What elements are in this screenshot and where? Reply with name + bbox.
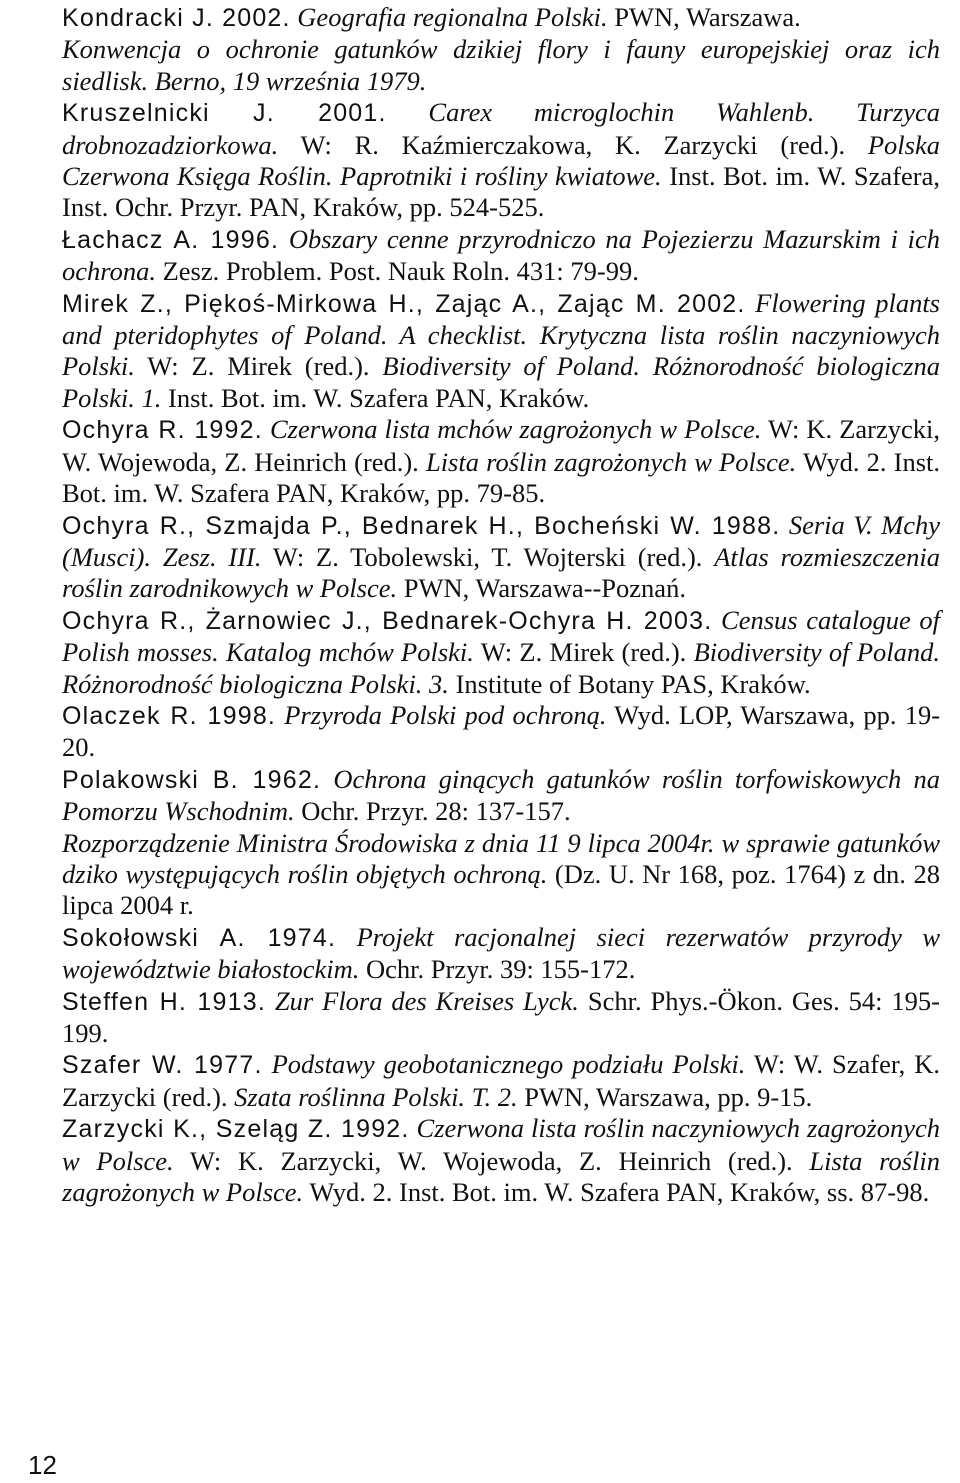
reference-author: Ochyra R., Żarnowiec J., Bednarek-Ochyra H. 2003.	[62, 606, 713, 635]
reference-author: Kruszelnicki J. 2001.	[62, 99, 387, 128]
reference-title: Atlas rozmieszczenia roślin zarodnikowych w Polsce.	[62, 541, 941, 604]
reference-entry	[62, 605, 940, 700]
reference-title: Zur Flora des Kreises Lyck.	[274, 985, 579, 1016]
reference-author: Sokołowski A. 1974.	[62, 923, 337, 952]
reference-rest: W: Z. Mirek (red.).	[147, 351, 370, 382]
reference-rest: W: K. Zarzycki, W. Wojewoda, Z. Heinrich (red.).	[189, 1145, 793, 1176]
reference-author: Steffen H. 1913.	[62, 987, 266, 1016]
reference-rest: Inst. Bot. im. W. Szafera, Inst. Ochr. Przyr. PAN, Kraków, pp. 524-525.	[62, 161, 940, 223]
reference-rest: Wyd. 2. Inst. Bot. im. W. Szafera PAN, Kraków, pp. 79-85.	[62, 446, 941, 509]
reference-rest: PWN, Warszawa--Poznań.	[403, 573, 686, 604]
reference-rest: Schr. Phys.-Ökon. Ges. 54: 195-199.	[62, 985, 941, 1048]
reference-author: Olaczek R. 1998.	[62, 701, 277, 730]
reference-title: Census catalogue of Polish mosses. Katalog mchów Polski.	[62, 604, 940, 668]
reference-rest: Ochr. Przyr. 28: 137-157.	[301, 796, 571, 827]
reference-title: Konwencja o ochronie gatunków dzikiej flory i fauny europejskiej oraz ich siedlisk. Berno, 19 września 1979.	[62, 34, 940, 96]
page-number: 12	[28, 1450, 57, 1480]
reference-title: Ochrona ginących gatunków roślin torfowiskowych na Pomorzu Wschodnim.	[62, 763, 940, 827]
reference-rest: PWN, Warszawa.	[614, 2, 801, 32]
reference-entry	[62, 510, 940, 605]
reference-title: Seria V. Mchy (Musci). Zesz. III.	[62, 509, 940, 572]
reference-title: Szata roślinna Polski. T. 2.	[234, 1081, 518, 1112]
reference-rest: W: Z. Mirek (red.).	[480, 637, 687, 668]
reference-rest: Zesz. Problem. Post. Nauk Roln. 431: 79-99.	[162, 256, 639, 287]
reference-title: Rozporządzenie Ministra Środowiska z dnia 11 9 lipca 2004r. w sprawie gatunków dziko występujących roślin objętych ochroną.	[62, 827, 940, 889]
reference-rest: W: R. Kaźmierczakowa, K. Zarzycki (red.).	[300, 129, 846, 160]
reference-title: Geografia regionalna Polski.	[297, 2, 608, 32]
reference-author: Ochyra R., Szmajda P., Bednarek H., Bocheński W. 1988.	[62, 511, 781, 540]
reference-title: Lista roślin zagrożonych w Polsce.	[425, 446, 797, 477]
reference-entry	[62, 922, 940, 986]
reference-entry	[62, 97, 940, 224]
reference-entry	[62, 224, 940, 288]
reference-entry	[62, 986, 940, 1050]
reference-entry	[62, 34, 940, 97]
reference-title: Projekt racjonalnej sieci rezerwatów przyrody w województwie białostockim.	[62, 921, 940, 985]
reference-rest: (Dz. U. Nr 168, poz. 1764) z dn. 28 lipca 2004 r.	[62, 858, 940, 921]
reference-entry	[62, 2, 940, 34]
reference-entry	[62, 1049, 940, 1113]
reference-entry	[62, 1113, 940, 1208]
reference-title: Flowering plants and pteridophytes of Poland. A checklist. Krytyczna lista roślin naczyniowych Polski.	[62, 287, 940, 382]
reference-author: Mirek Z., Piękoś-Mirkowa H., Zając A., Zając M. 2002.	[62, 289, 746, 318]
reference-title: Polska Czerwona Księga Roślin. Paprotniki i rośliny kwiatowe.	[62, 129, 940, 192]
reference-author: Łachacz A. 1996.	[62, 225, 280, 254]
reference-rest: Wyd. LOP, Warszawa, pp. 19-20.	[62, 699, 941, 763]
reference-rest: W: Z. Tobolewski, T. Wojterski (red.).	[272, 541, 703, 572]
reference-title: Obszary cenne przyrodniczo na Pojezierzu Mazurskim i ich ochrona.	[62, 223, 940, 287]
reference-author: Kondracki J. 2002.	[62, 4, 291, 32]
reference-author: Zarzycki K., Szeląg Z. 1992.	[62, 1115, 410, 1144]
reference-rest: W: W. Szafer, K. Zarzycki (red.).	[62, 1049, 940, 1112]
reference-title: Biodiversity of Poland. Różnorodność biologiczna Polski. 3.	[62, 637, 941, 699]
reference-author: Szafer W. 1977.	[62, 1051, 263, 1080]
reference-list	[62, 2, 940, 1208]
reference-rest: Wyd. 2. Inst. Bot. im. W. Szafera PAN, Kraków, ss. 87-98.	[309, 1177, 930, 1208]
reference-title: Carex microglochin Wahlenb. Turzyca drobnozadziorkowa.	[62, 97, 940, 160]
reference-rest: PWN, Warszawa, pp. 9-15.	[524, 1081, 813, 1112]
reference-title: Czerwona lista mchów zagrożonych w Polsce.	[269, 414, 762, 445]
reference-title: Lista roślin zagrożonych w Polsce.	[62, 1145, 941, 1208]
reference-title: Przyroda Polski pod ochroną.	[284, 699, 607, 730]
reference-author: Polakowski B. 1962.	[62, 765, 322, 794]
reference-entry	[62, 414, 940, 509]
reference-title: Podstawy geobotanicznego podziału Polski.	[271, 1049, 746, 1080]
reference-entry	[62, 700, 940, 764]
reference-author: Ochyra R. 1992.	[62, 416, 263, 445]
reference-rest: Ochr. Przyr. 39: 155-172.	[366, 954, 636, 985]
reference-title: Biodiversity of Poland. Różnorodność biologiczna Polski. 1.	[62, 351, 940, 413]
reference-title: Czerwona lista roślin naczyniowych zagrożonych w Polsce.	[62, 1113, 940, 1176]
reference-rest: W: K. Zarzycki, W. Wojewoda, Z. Heinrich (red.).	[62, 414, 940, 477]
reference-rest: Inst. Bot. im. W. Szafera PAN, Kraków.	[168, 382, 590, 413]
reference-rest: Institute of Botany PAS, Kraków.	[455, 668, 811, 699]
reference-entry	[62, 288, 940, 415]
reference-entry	[62, 828, 940, 922]
reference-entry	[62, 764, 940, 828]
